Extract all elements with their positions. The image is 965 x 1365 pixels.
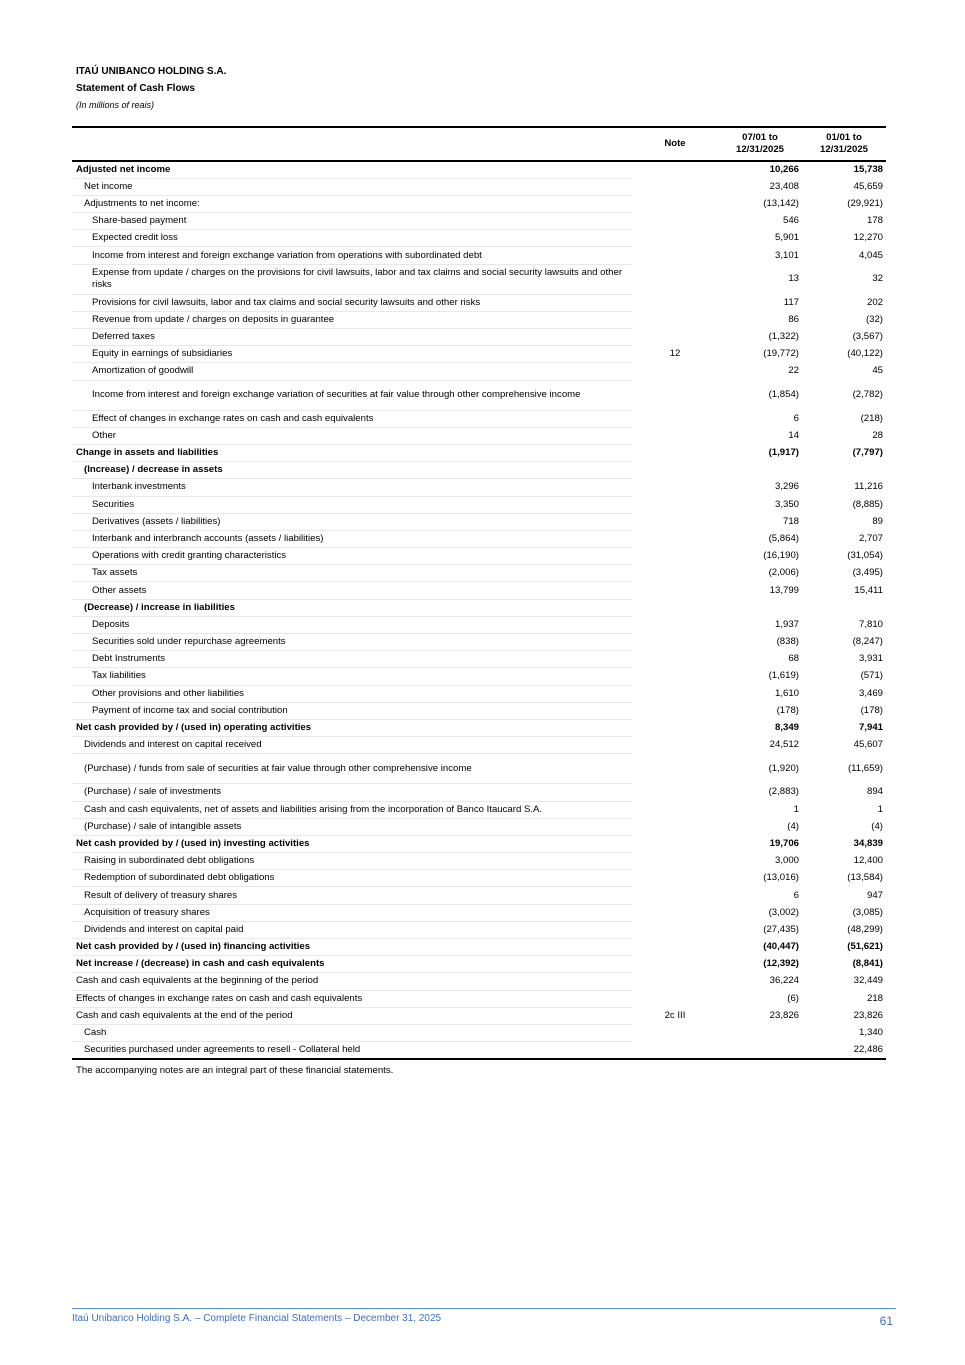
- row-value-period-1: (1,619): [768, 670, 799, 682]
- row-label: Dividends and interest on capital paid: [72, 921, 632, 938]
- row-value-period-1: (40,447): [763, 941, 799, 953]
- row-note: [632, 513, 718, 530]
- table-row: [72, 599, 886, 616]
- row-label: Other assets: [72, 582, 632, 599]
- row-label: Cash: [72, 1024, 632, 1041]
- table-row: [72, 444, 886, 461]
- row-value-period-1: (5,864): [768, 532, 799, 544]
- row-value-period-2: (51,621): [847, 941, 883, 953]
- row-value-period-2: (7,797): [852, 447, 883, 459]
- row-value-period-1: 19,706: [769, 837, 799, 849]
- row-note: 2c III: [664, 1009, 686, 1021]
- row-value-period-2: (3,567): [852, 331, 883, 343]
- row-note: [632, 548, 718, 565]
- row-label: Cash and cash equivalents at the end of the period: [72, 1007, 632, 1024]
- table-row: [72, 346, 886, 363]
- row-value-period-1: (13,016): [763, 872, 799, 884]
- row-value-period-1: 1,937: [774, 618, 799, 630]
- row-note: [632, 939, 718, 956]
- row-value-period-1: 718: [782, 515, 799, 527]
- row-value-period-1: 68: [788, 653, 799, 665]
- row-label: Net cash provided by / (used in) operating activities: [72, 719, 632, 736]
- row-value-period-1: (1,920): [768, 762, 799, 774]
- table-row: [72, 294, 886, 311]
- row-value-period-1: [718, 599, 802, 616]
- row-value-period-1: (12,392): [763, 958, 799, 970]
- row-value-period-2: (48,299): [847, 923, 883, 935]
- footer-text: Itaú Unibanco Holding S.A. – Complete Financial Statements – December 31, 2025: [72, 1313, 442, 1324]
- row-label: Equity in earnings of subsidiaries: [72, 346, 632, 363]
- row-label: Change in assets and liabilities: [72, 444, 632, 461]
- row-label: Revenue from update / charges on deposits in guarantee: [72, 311, 632, 328]
- row-note: [632, 565, 718, 582]
- row-value-period-2: (4): [871, 820, 883, 832]
- table-row: [72, 616, 886, 633]
- table-row: [72, 513, 886, 530]
- row-value-period-1: 24,512: [769, 739, 799, 751]
- row-note: [632, 530, 718, 547]
- row-label: Debt Instruments: [72, 651, 632, 668]
- row-note: [632, 294, 718, 311]
- table-row: [72, 737, 886, 754]
- row-value-period-2: 32: [872, 273, 883, 285]
- row-value-period-2: 3,931: [858, 653, 883, 665]
- row-note: [632, 956, 718, 973]
- row-value-period-1: (178): [776, 704, 799, 716]
- row-note: [632, 737, 718, 754]
- row-note: [632, 230, 718, 247]
- row-label: Other: [72, 427, 632, 444]
- row-note: [632, 311, 718, 328]
- table-header-row: [72, 127, 886, 161]
- table-row: [72, 853, 886, 870]
- table-row: [72, 230, 886, 247]
- row-value-period-2: (571): [860, 670, 883, 682]
- row-note: [632, 835, 718, 852]
- table-row: [72, 870, 886, 887]
- row-value-period-1: (1,322): [768, 331, 799, 343]
- row-value-period-2: 4,045: [858, 249, 883, 261]
- row-note: [632, 247, 718, 264]
- footer-divider: [72, 1308, 896, 1309]
- table-row: [72, 213, 886, 230]
- row-note: [632, 161, 718, 178]
- row-value-period-1: (16,190): [763, 550, 799, 562]
- table-row: [72, 904, 886, 921]
- row-note: [632, 904, 718, 921]
- row-value-period-1: [718, 1042, 802, 1059]
- row-value-period-2: 15,411: [854, 584, 883, 596]
- row-value-period-1: 13,799: [769, 584, 799, 596]
- row-value-period-2: 28: [872, 429, 883, 441]
- row-value-period-2: 2,707: [858, 532, 883, 544]
- table-row: [72, 784, 886, 801]
- table-row: [72, 685, 886, 702]
- row-value-period-2: (13,584): [847, 872, 883, 884]
- row-label: Amortization of goodwill: [72, 363, 632, 380]
- row-label: Adjustments to net income:: [72, 195, 632, 212]
- row-value-period-2: 178: [866, 215, 883, 227]
- row-label: Payment of income tax and social contribution: [72, 702, 632, 719]
- row-note: [632, 651, 718, 668]
- row-value-period-2: 1: [877, 803, 883, 815]
- table-row: [72, 1024, 886, 1041]
- company-name: ITAÚ UNIBANCO HOLDING S.A.: [76, 66, 227, 77]
- row-value-period-2: (3,495): [852, 567, 883, 579]
- table-row: [72, 651, 886, 668]
- row-note: [632, 329, 718, 346]
- row-note: [632, 870, 718, 887]
- row-value-period-1: 10,266: [769, 164, 799, 176]
- row-value-period-1: 6: [793, 412, 799, 424]
- row-value-period-2: (11,659): [847, 762, 883, 774]
- row-note: [632, 264, 718, 294]
- row-value-period-2: 7,810: [858, 618, 883, 630]
- table-row: [72, 565, 886, 582]
- row-note: [632, 921, 718, 938]
- table-row: [72, 462, 886, 479]
- row-value-period-2: (8,885): [852, 498, 883, 510]
- table-row: [72, 380, 886, 410]
- row-note: [632, 363, 718, 380]
- table-row: [72, 754, 886, 784]
- row-label: Expected credit loss: [72, 230, 632, 247]
- header-period-2: [802, 127, 886, 161]
- row-value-period-1: 22: [788, 365, 799, 377]
- header-description: [72, 127, 632, 161]
- row-value-period-2: (8,841): [852, 958, 883, 970]
- table-row: [72, 973, 886, 990]
- table-row: [72, 719, 886, 736]
- row-label: Net income: [72, 178, 632, 195]
- row-value-period-2: 12,270: [853, 232, 883, 244]
- row-value-period-2: (32): [865, 313, 883, 325]
- row-note: [632, 784, 718, 801]
- footnote: The accompanying notes are an integral part of these financial statements.: [76, 1065, 394, 1076]
- row-label: Interbank and interbranch accounts (assets / liabilities): [72, 530, 632, 547]
- row-value-period-2: 45: [872, 365, 883, 377]
- row-note: [632, 754, 718, 784]
- row-note: [632, 462, 718, 479]
- row-label: Effect of changes in exchange rates on cash and cash equivalents: [72, 410, 632, 427]
- row-label: Effects of changes in exchange rates on cash and cash equivalents: [72, 990, 632, 1007]
- row-note: [632, 668, 718, 685]
- row-value-period-1: 3,000: [774, 855, 799, 867]
- row-note: [632, 973, 718, 990]
- row-value-period-2: (178): [860, 704, 883, 716]
- header-period-1-line2: 12/31/2025: [735, 144, 784, 155]
- table-row: [72, 427, 886, 444]
- table-row: [72, 530, 886, 547]
- header-period-2-line1: 01/01 to: [826, 132, 862, 143]
- table-row: [72, 990, 886, 1007]
- table-row: [72, 479, 886, 496]
- row-value-period-2: 32,449: [853, 975, 883, 987]
- row-value-period-1: 23,408: [769, 180, 799, 192]
- row-value-period-2: 34,839: [853, 837, 883, 849]
- row-label: Income from interest and foreign exchange variation of securities at fair value through other comprehensive income: [72, 380, 632, 410]
- cash-flow-table: [72, 126, 886, 1060]
- row-value-period-1: 3,296: [774, 481, 799, 493]
- header-note: Note: [632, 127, 718, 161]
- table-row: [72, 247, 886, 264]
- row-value-period-2: (218): [860, 412, 883, 424]
- row-label: Expense from update / charges on the provisions for civil lawsuits, labor and tax claims and social security lawsuits and other risks: [72, 264, 632, 294]
- row-note: [632, 444, 718, 461]
- row-value-period-1: 86: [788, 313, 799, 325]
- row-note: [632, 702, 718, 719]
- row-note: [632, 616, 718, 633]
- table-row: [72, 195, 886, 212]
- units-note: (In millions of reais): [76, 100, 155, 110]
- table-row: [72, 1007, 886, 1024]
- row-note: [632, 427, 718, 444]
- row-note: [632, 195, 718, 212]
- row-label: Acquisition of treasury shares: [72, 904, 632, 921]
- row-label: Securities purchased under agreements to resell - Collateral held: [72, 1042, 632, 1059]
- row-label: Deposits: [72, 616, 632, 633]
- row-value-period-1: 23,826: [769, 1009, 799, 1021]
- row-label: Interbank investments: [72, 479, 632, 496]
- row-value-period-2: 45,659: [853, 180, 883, 192]
- row-label: Other provisions and other liabilities: [72, 685, 632, 702]
- row-label: Income from interest and foreign exchange variation from operations with subordinated debt: [72, 247, 632, 264]
- row-value-period-2: (3,085): [852, 906, 883, 918]
- row-value-period-1: (4): [787, 820, 799, 832]
- row-note: [632, 887, 718, 904]
- row-label: Share-based payment: [72, 213, 632, 230]
- table-row: [72, 921, 886, 938]
- row-value-period-1: (13,142): [763, 197, 799, 209]
- row-value-period-2: [802, 599, 886, 616]
- row-note: [632, 719, 718, 736]
- row-label: (Purchase) / sale of intangible assets: [72, 818, 632, 835]
- table-row: [72, 548, 886, 565]
- row-value-period-2: [802, 462, 886, 479]
- table-row: [72, 939, 886, 956]
- table-row: [72, 835, 886, 852]
- row-note: [632, 213, 718, 230]
- table-row: [72, 956, 886, 973]
- table-row: [72, 161, 886, 178]
- row-value-period-2: 89: [872, 515, 883, 527]
- table-row: [72, 264, 886, 294]
- row-value-period-1: 3,101: [774, 249, 799, 261]
- row-label: Cash and cash equivalents at the beginning of the period: [72, 973, 632, 990]
- table-row: [72, 329, 886, 346]
- row-label: Operations with credit granting characteristics: [72, 548, 632, 565]
- row-value-period-2: 12,400: [853, 855, 883, 867]
- row-value-period-1: 117: [783, 296, 799, 308]
- row-value-period-2: 22,486: [802, 1042, 886, 1059]
- row-label: Securities: [72, 496, 632, 513]
- row-label: Provisions for civil lawsuits, labor and tax claims and social security lawsuits and other risks: [72, 294, 632, 311]
- row-value-period-2: (31,054): [847, 550, 883, 562]
- row-value-period-1: (19,772): [763, 348, 799, 360]
- table-row: [72, 363, 886, 380]
- row-label: (Increase) / decrease in assets: [72, 462, 632, 479]
- row-value-period-2: 45,607: [853, 739, 883, 751]
- row-label: (Decrease) / increase in liabilities: [72, 599, 632, 616]
- row-value-period-1: 13: [788, 273, 799, 285]
- row-label: Net cash provided by / (used in) financing activities: [72, 939, 632, 956]
- row-value-period-1: 5,901: [774, 232, 799, 244]
- row-value-period-2: 894: [866, 786, 883, 798]
- row-value-period-1: (6): [787, 992, 799, 1004]
- row-value-period-1: (2,006): [768, 567, 799, 579]
- row-value-period-1: (3,002): [768, 906, 799, 918]
- row-value-period-2: (40,122): [847, 348, 883, 360]
- table-row: [72, 818, 886, 835]
- table-row: [72, 702, 886, 719]
- row-note: [632, 1024, 718, 1041]
- statement-title: Statement of Cash Flows: [76, 83, 195, 94]
- table-row: [72, 634, 886, 651]
- row-label: Tax liabilities: [72, 668, 632, 685]
- table-row: [72, 1042, 886, 1059]
- row-note: [632, 990, 718, 1007]
- table-row: [72, 178, 886, 195]
- table-row: [72, 887, 886, 904]
- row-note: [632, 801, 718, 818]
- row-value-period-1: (2,883): [768, 786, 799, 798]
- row-note: [632, 818, 718, 835]
- row-label: Securities sold under repurchase agreements: [72, 634, 632, 651]
- row-value-period-1: (838): [776, 636, 799, 648]
- row-note: [632, 582, 718, 599]
- header-period-2-line2: 12/31/2025: [819, 144, 868, 155]
- table-row: [72, 668, 886, 685]
- row-note: [632, 634, 718, 651]
- row-note: [632, 1042, 718, 1059]
- row-value-period-1: 1: [793, 803, 799, 815]
- row-value-period-2: (2,782): [852, 389, 883, 401]
- table-row: [72, 410, 886, 427]
- row-value-period-1: 8,349: [774, 722, 799, 734]
- table-row: [72, 496, 886, 513]
- row-label: (Purchase) / sale of investments: [72, 784, 632, 801]
- row-value-period-1: 6: [793, 889, 799, 901]
- row-value-period-1: [718, 462, 802, 479]
- page-number: 61: [879, 1314, 893, 1328]
- row-label: Result of delivery of treasury shares: [72, 887, 632, 904]
- row-value-period-1: 14: [788, 429, 799, 441]
- row-note: [632, 685, 718, 702]
- row-note: [632, 178, 718, 195]
- row-value-period-1: 36,224: [769, 975, 799, 987]
- row-value-period-2: 202: [866, 296, 883, 308]
- row-label: Raising in subordinated debt obligations: [72, 853, 632, 870]
- table-row: [72, 311, 886, 328]
- row-label: Deferred taxes: [72, 329, 632, 346]
- row-value-period-2: 947: [866, 889, 883, 901]
- table-body: [72, 161, 886, 1059]
- row-value-period-2: (8,247): [852, 636, 883, 648]
- row-label: Derivatives (assets / liabilities): [72, 513, 632, 530]
- row-value-period-2: 218: [866, 992, 883, 1004]
- row-label: Dividends and interest on capital received: [72, 737, 632, 754]
- row-note: [632, 410, 718, 427]
- row-value-period-1: (1,917): [768, 447, 799, 459]
- row-label: (Purchase) / funds from sale of securities at fair value through other comprehensive income: [72, 754, 632, 784]
- row-value-period-2: 15,738: [853, 164, 883, 176]
- row-note: 12: [669, 348, 681, 360]
- row-value-period-2: 1,340: [858, 1027, 883, 1039]
- row-label: Tax assets: [72, 565, 632, 582]
- row-note: [632, 479, 718, 496]
- row-note: [632, 380, 718, 410]
- row-value-period-2: 3,469: [858, 687, 883, 699]
- header-period-1: [718, 127, 802, 161]
- row-value-period-1: 3,350: [774, 498, 799, 510]
- row-value-period-2: (29,921): [847, 197, 883, 209]
- row-value-period-2: 7,941: [858, 722, 883, 734]
- row-label: Cash and cash equivalents, net of assets and liabilities arising from the incorporation of Banco Itaucard S.A.: [72, 801, 632, 818]
- row-note: [632, 599, 718, 616]
- row-value-period-2: 23,826: [853, 1009, 883, 1021]
- row-note: [632, 853, 718, 870]
- header-period-1-line1: 07/01 to: [742, 132, 778, 143]
- table-row: [72, 582, 886, 599]
- row-value-period-2: 11,216: [854, 481, 883, 493]
- table-row: [72, 801, 886, 818]
- row-label: Net increase / (decrease) in cash and cash equivalents: [72, 956, 632, 973]
- row-value-period-1: 546: [782, 215, 799, 227]
- row-label: Net cash provided by / (used in) investing activities: [72, 835, 632, 852]
- row-value-period-1: [718, 1024, 802, 1041]
- row-value-period-1: 1,610: [774, 687, 799, 699]
- row-label: Redemption of subordinated debt obligations: [72, 870, 632, 887]
- row-value-period-1: (1,854): [768, 389, 799, 401]
- row-value-period-1: (27,435): [763, 923, 799, 935]
- row-label: Adjusted net income: [72, 161, 632, 178]
- row-note: [632, 496, 718, 513]
